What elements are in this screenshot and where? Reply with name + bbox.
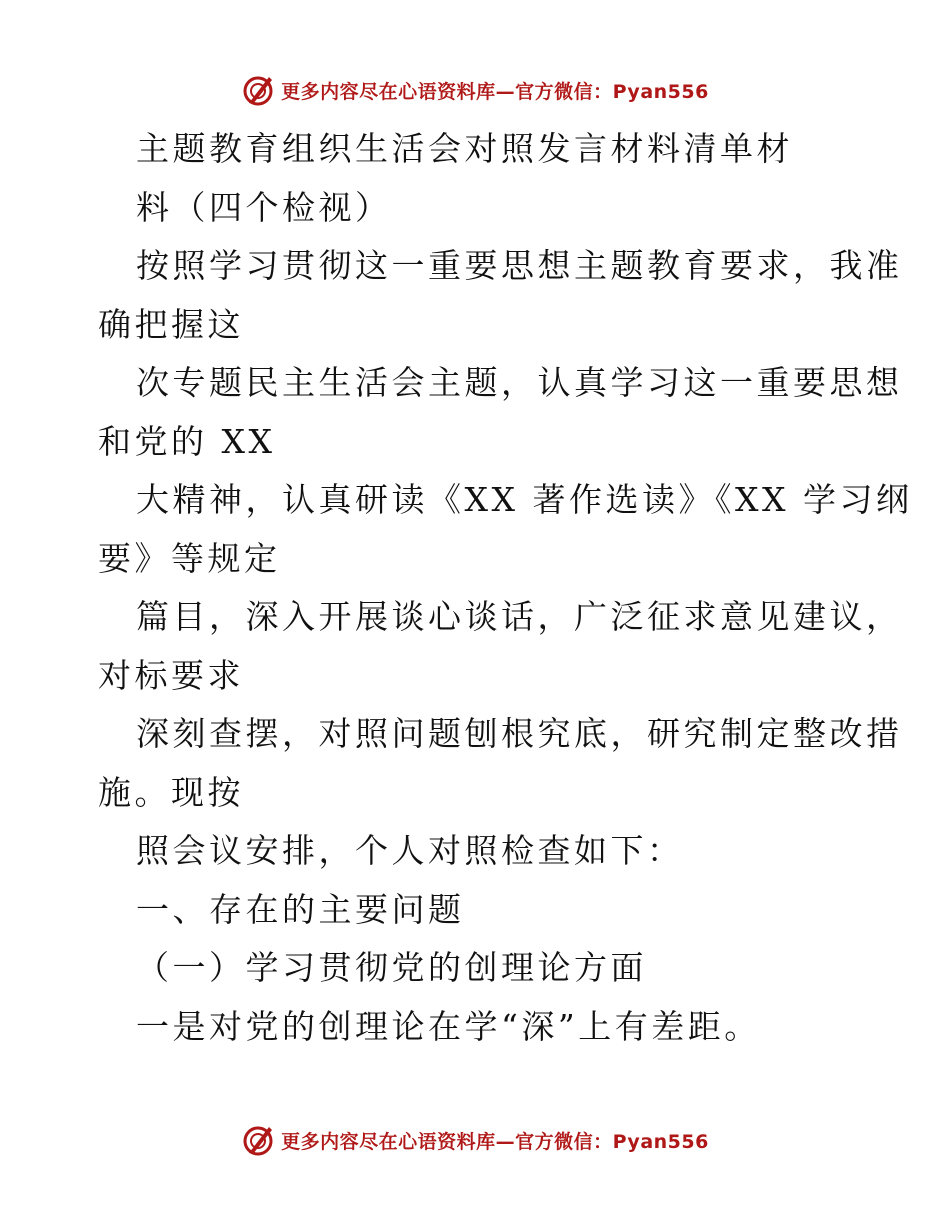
footer-watermark <box>0 1120 950 1160</box>
text-line: 要》等规定 <box>98 538 281 578</box>
text-line: 施。现按 <box>98 772 244 812</box>
text-line: 主题教育组织生活会对照发言材料清单材 <box>136 129 793 168</box>
watermark-text: 更多内容尽在心语资料库—官方微信：Pyan556 <box>281 80 709 103</box>
quill-circle-icon <box>241 1123 275 1157</box>
text-line: 深刻查摆，对照问题刨根究底，研究制定整改措 <box>136 714 903 753</box>
text-line: 确把握这 <box>98 304 244 344</box>
text-line: 大精神，认真研读《XX 著作选读》《XX 学习纲 <box>136 480 913 519</box>
text-line: 对标要求 <box>98 655 244 695</box>
quill-circle-icon <box>241 73 275 107</box>
text-line: 按照学习贯彻这一重要思想主题教育要求，我准 <box>136 246 903 285</box>
text-line: 一是对党的创理论在学“深”上有差距。 <box>136 1006 761 1046</box>
document-body <box>98 120 913 1056</box>
text-line: 篇目，深入开展谈心谈话，广泛征求意见建议， <box>136 597 903 636</box>
text-line: 一、存在的主要问题 <box>136 889 465 929</box>
header-watermark <box>0 70 950 110</box>
text-line: 和党的 XX <box>98 421 276 461</box>
text-line: 次专题民主生活会主题，认真学习这一重要思想 <box>136 363 903 402</box>
text-line: （一）学习贯彻党的创理论方面 <box>136 948 647 987</box>
text-line: 照会议安排，个人对照检查如下： <box>136 831 684 870</box>
text-line: 料（四个检视） <box>136 187 392 227</box>
watermark-text: 更多内容尽在心语资料库—官方微信：Pyan556 <box>281 1130 709 1153</box>
